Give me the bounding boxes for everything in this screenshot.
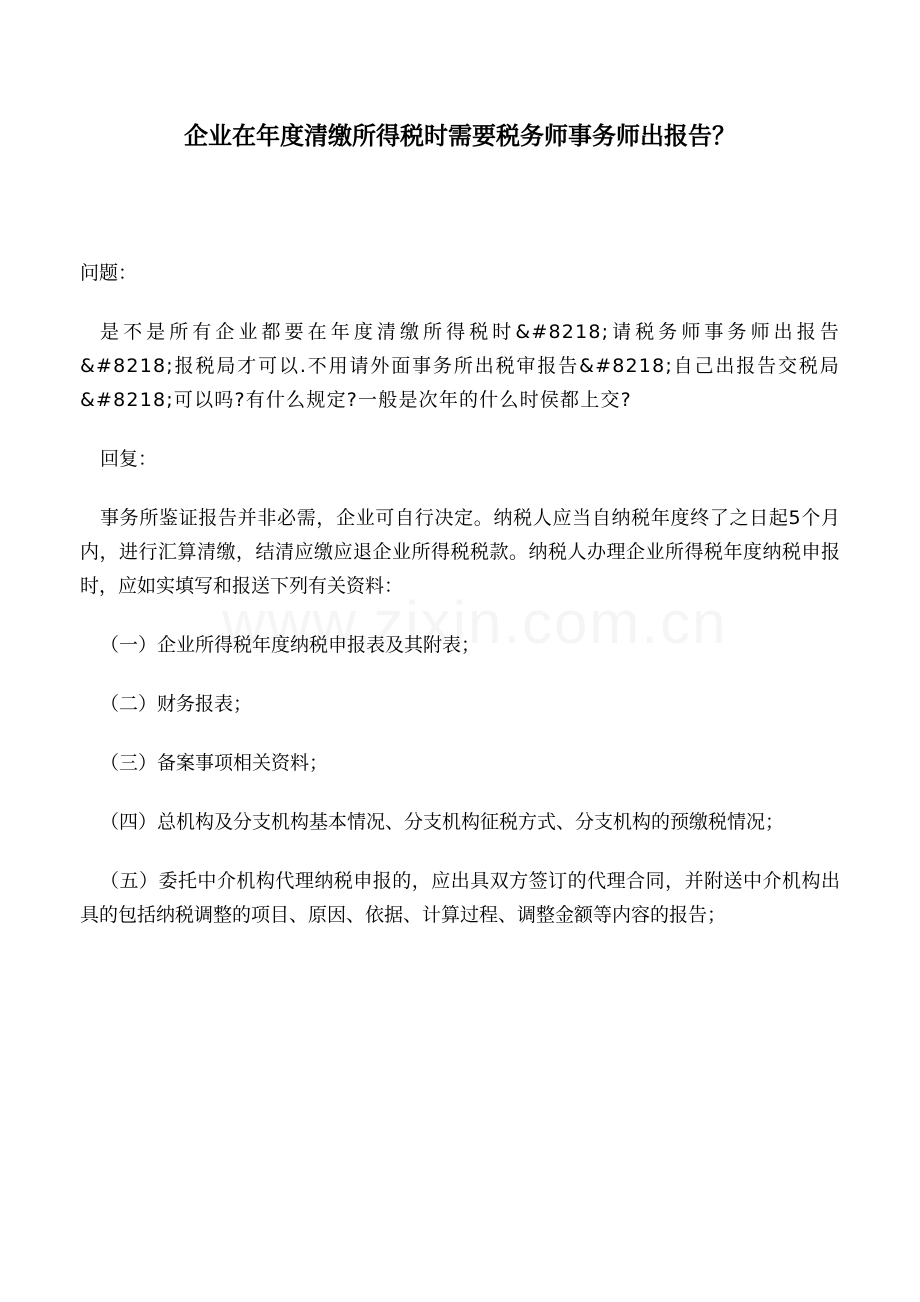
list-item-1: （一）企业所得税年度纳税申报表及其附表；: [100, 634, 481, 656]
list-item-4: （四）总机构及分支机构基本情况、分支机构征税方式、分支机构的预缴税情况；: [100, 811, 785, 833]
document-title: 企业在年度清缴所得税时需要税务师事务师出报告？: [184, 121, 736, 150]
reply-text: 事务所鉴证报告并非必需，企业可自行决定。纳税人应当自纳税年度终了之日起5个月内，进行汇算清缴，结清应缴应退企业所得税税款。纳税人办理企业所得税年度纳税申报时，应如实填写和报送下列有关资料：: [80, 507, 840, 597]
question-heading: 问题：: [80, 262, 138, 284]
reply-heading: 回复：: [100, 448, 158, 470]
list-item-2: （二）财务报表；: [100, 693, 253, 715]
question-text: 是不是所有企业都要在年度清缴所得税时&#8218;请税务师事务师出报告&#8218;报税局才可以.不用请外面事务所出税审报告&#8218;自己出报告交税局&#8218;可以吗?有什么规定?一般是次年的什么时侯都上交?: [80, 321, 840, 411]
document-body: [80, 256, 840, 957]
list-item-3: （三）备案事项相关资料；: [100, 752, 329, 774]
list-item-5: （五）委托中介机构代理纳税申报的，应出具双方签订的代理合同，并附送中介机构出具的包括纳税调整的项目、原因、依据、计算过程、调整金额等内容的报告；: [80, 870, 840, 926]
